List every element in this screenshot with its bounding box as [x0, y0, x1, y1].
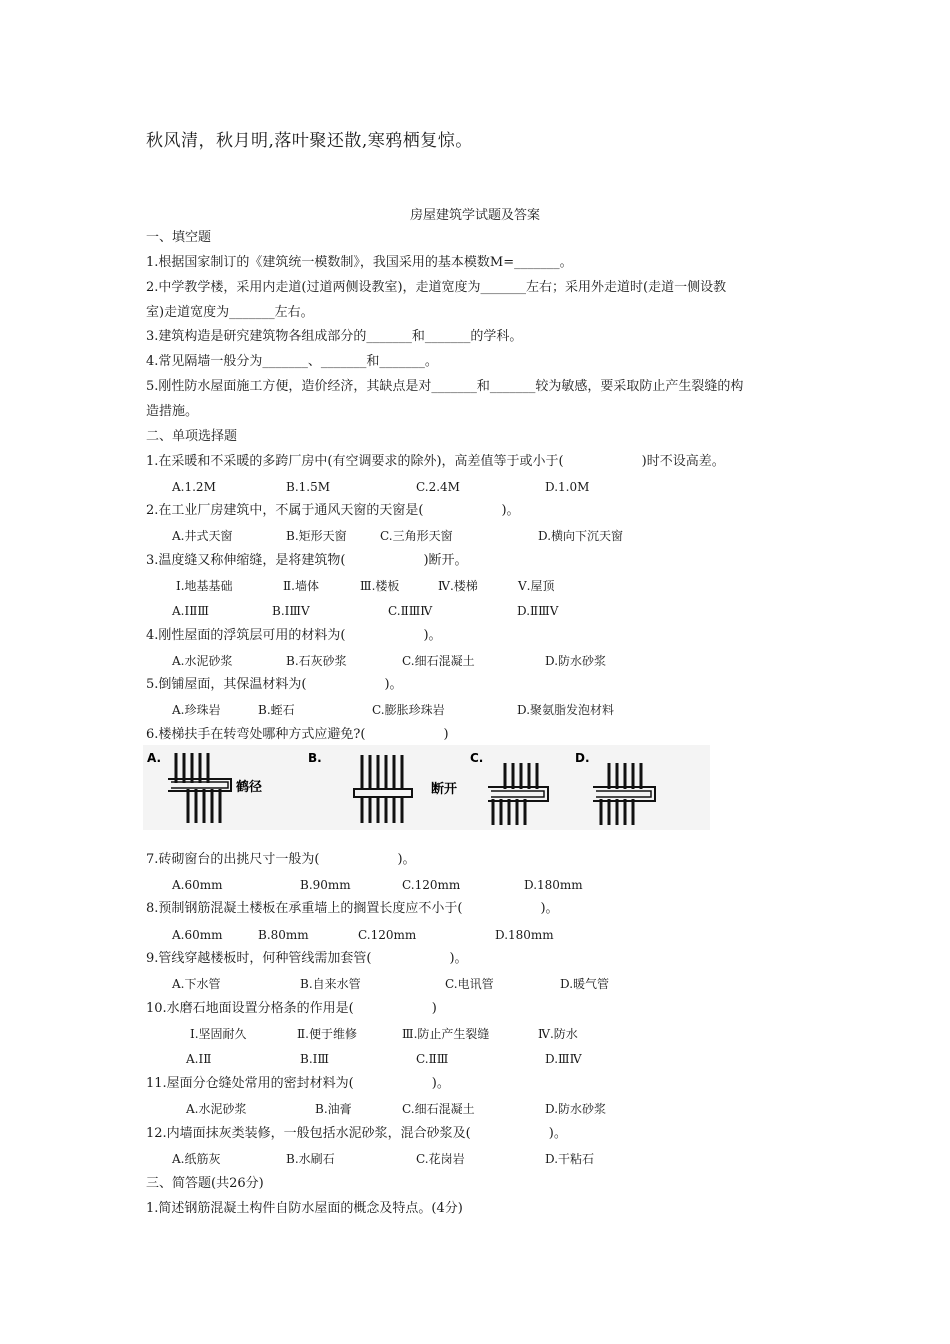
- text-line: 三、简答题(共26分): [146, 1176, 264, 1191]
- text-line: 室)走道宽度为_______左右。: [146, 305, 314, 320]
- answer-option: C.细石混凝土: [402, 654, 475, 668]
- answer-option: B.自来水管: [300, 977, 361, 991]
- answer-option: D.ⅢⅣ: [545, 1052, 582, 1066]
- answer-option: Ⅰ.地基基础: [176, 579, 233, 593]
- answer-option: B.水刷石: [286, 1152, 335, 1166]
- answer-option: B.油膏: [315, 1102, 352, 1116]
- answer-option: C.ⅡⅢⅣ: [388, 604, 433, 618]
- answer-option: Ⅱ.墙体: [283, 579, 319, 593]
- text-line: 造措施。: [146, 404, 199, 419]
- answer-option: A.井式天窗: [172, 529, 233, 543]
- text-line: 4.常见隔墙一般分为_______、_______和_______。: [146, 354, 438, 369]
- answer-option: D.聚氨脂发泡材料: [517, 703, 615, 717]
- answer-option: Ⅴ.屋顶: [518, 579, 555, 593]
- answer-option: C.ⅡⅢ: [416, 1052, 449, 1066]
- answer-option: A.水泥砂浆: [186, 1102, 247, 1116]
- figure-label-c: C.: [470, 751, 484, 765]
- answer-option: A.1.2M: [172, 480, 216, 494]
- figure-label-a: A.: [147, 751, 162, 765]
- answer-option: A.水泥砂浆: [172, 654, 233, 668]
- answer-option: D.防水砂浆: [545, 1102, 607, 1116]
- handrail-figure: [143, 745, 710, 830]
- answer-option: Ⅰ.坚固耐久: [190, 1027, 247, 1041]
- answer-option: D.横向下沉天窗: [538, 529, 624, 543]
- answer-option: C.120mm: [358, 928, 417, 942]
- figure-note-b: 断开: [431, 782, 458, 797]
- text-line: 6.楼梯扶手在转弯处哪种方式应避免?( ): [146, 727, 449, 742]
- text-line: 一、填空题: [146, 230, 212, 245]
- answer-option: Ⅱ.便于维修: [297, 1027, 357, 1041]
- figure-label-b: B.: [308, 751, 322, 765]
- answer-option: D.ⅡⅢⅤ: [517, 604, 559, 618]
- answer-option: B.蛭石: [258, 703, 295, 717]
- text-line: 9.管线穿越楼板时，何种管线需加套管( )。: [146, 951, 468, 966]
- answer-option: Ⅲ.楼板: [360, 579, 400, 593]
- answer-option: D.1.0M: [545, 480, 590, 494]
- answer-option: B.ⅠⅢ: [300, 1052, 329, 1066]
- answer-option: A.下水管: [172, 977, 221, 991]
- answer-option: A.ⅠⅡ: [186, 1052, 212, 1066]
- text-line: 11.屋面分仓缝处常用的密封材料为( )。: [146, 1076, 450, 1091]
- answer-option: D.暖气管: [560, 977, 610, 991]
- answer-option: B.矩形天窗: [286, 529, 347, 543]
- text-line: 4.刚性屋面的浮筑层可用的材料为( )。: [146, 628, 442, 643]
- answer-option: C.膨胀珍珠岩: [372, 703, 445, 717]
- figure-note-a: 鹤径: [236, 780, 263, 795]
- answer-option: A.ⅠⅡⅢ: [172, 604, 209, 618]
- answer-option: Ⅳ.楼梯: [438, 579, 478, 593]
- answer-option: B.1.5M: [286, 480, 331, 494]
- answer-option: Ⅲ.防止产生裂缝: [402, 1027, 490, 1041]
- text-line: 2.中学教学楼，采用内走道(过道两侧设教室)，走道宽度为_______左右；采用外走道时(走道一侧设教: [146, 280, 727, 295]
- text-line: 3.温度缝又称伸缩缝，是将建筑物( )断开。: [146, 553, 468, 568]
- text-line: 二、单项选择题: [146, 429, 238, 444]
- answer-option: A.60mm: [172, 878, 223, 892]
- text-line: 1.在采暖和不采暖的多跨厂房中(有空调要求的除外)，高差值等于或小于( )时不设高差。: [146, 454, 725, 469]
- answer-option: D.防水砂浆: [545, 654, 607, 668]
- answer-option: C.电讯管: [445, 977, 494, 991]
- answer-option: D.180mm: [495, 928, 554, 942]
- text-line: 5.倒铺屋面，其保温材料为( )。: [146, 677, 403, 692]
- text-line: 10.水磨石地面设置分格条的作用是( ): [146, 1001, 437, 1016]
- text-line: 8.预制钢筋混凝土楼板在承重墙上的搁置长度应不小于( )。: [146, 901, 559, 916]
- answer-option: C.三角形天窗: [380, 529, 453, 543]
- answer-option: B.90mm: [300, 878, 351, 892]
- answer-option: C.120mm: [402, 878, 461, 892]
- figure-label-d: D.: [575, 751, 590, 765]
- text-line: 12.内墙面抹灰类装修，一般包括水泥砂浆，混合砂浆及( )。: [146, 1126, 567, 1141]
- answer-option: C.花岗岩: [416, 1152, 465, 1166]
- answer-option: B.石灰砂浆: [286, 654, 347, 668]
- text-line: 7.砖砌窗台的出挑尺寸一般为( )。: [146, 852, 416, 867]
- document-title: 房屋建筑学试题及答案: [409, 208, 540, 223]
- text-line: 1.根据国家制订的《建筑统一模数制》，我国采用的基本模数M=_______。: [146, 255, 573, 270]
- answer-option: C.2.4M: [416, 480, 460, 494]
- text-line: 2.在工业厂房建筑中，不属于通风天窗的天窗是( )。: [146, 503, 520, 518]
- answer-option: A.纸筋灰: [172, 1152, 221, 1166]
- text-line: 5.刚性防水屋面施工方便，造价经济，其缺点是对_______和_______较为敏感，要采取防止产生裂缝的构: [146, 379, 744, 394]
- text-line: 3.建筑构造是研究建筑物各组成部分的_______和_______的学科。: [146, 329, 523, 344]
- answer-option: C.细石混凝土: [402, 1102, 475, 1116]
- answer-option: A.60mm: [172, 928, 223, 942]
- poem-line: 秋风清，秋月明,落叶聚还散,寒鸦栖复惊。: [146, 131, 473, 151]
- answer-option: A.珍珠岩: [172, 703, 221, 717]
- text-line: 1.简述钢筋混凝土构件自防水屋面的概念及特点。(4分): [146, 1201, 463, 1216]
- answer-option: B.ⅠⅢⅤ: [272, 604, 310, 618]
- answer-option: B.80mm: [258, 928, 309, 942]
- answer-option: D.干粘石: [545, 1152, 595, 1166]
- answer-option: D.180mm: [524, 878, 583, 892]
- answer-option: Ⅳ.防水: [538, 1027, 578, 1041]
